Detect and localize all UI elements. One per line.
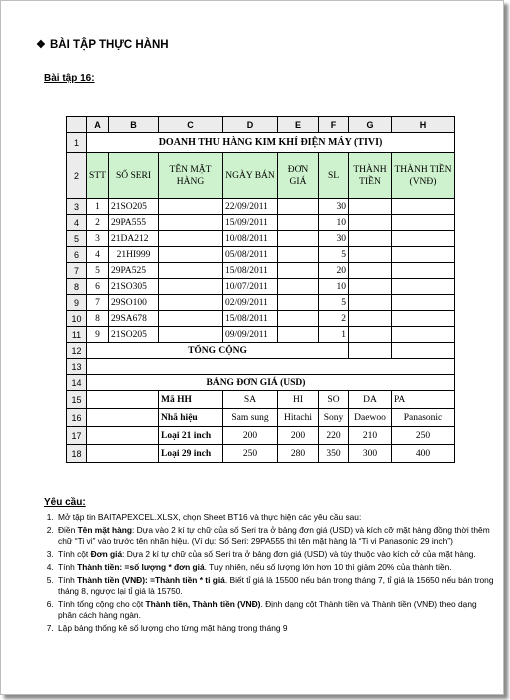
table-row	[67, 327, 455, 343]
price-29-label: Loại 29 inch	[159, 445, 223, 463]
requirement-item	[56, 525, 496, 547]
product-cell	[159, 295, 223, 311]
requirement-item	[56, 562, 496, 573]
price-cell	[278, 279, 319, 295]
product-cell	[159, 263, 223, 279]
column-header: A	[87, 117, 109, 133]
header-stt: STT	[87, 153, 109, 199]
quantity-cell: 10	[319, 215, 349, 231]
table-row	[67, 247, 455, 263]
amount-cell	[349, 327, 392, 343]
seri-cell: 29PA525	[109, 263, 159, 279]
price-brand-label: Nhã hiệu	[159, 409, 223, 427]
row-number: 7	[67, 263, 87, 279]
column-header: C	[159, 117, 223, 133]
price-code: DA	[349, 391, 392, 409]
date-cell: 22/09/2011	[223, 199, 278, 215]
price-brand: Hitachi	[278, 409, 319, 427]
price-cell	[278, 295, 319, 311]
price-brand: Daewoo	[349, 409, 392, 427]
header-amount-vnd: THÀNH TIỀN (VNĐ)	[392, 153, 455, 199]
price-code: HI	[278, 391, 319, 409]
stt-cell: 9	[87, 327, 109, 343]
amount-vnd-cell	[392, 311, 455, 327]
price-cell	[278, 311, 319, 327]
price-21-value: 250	[392, 427, 455, 445]
amount-cell	[349, 295, 392, 311]
product-cell	[159, 247, 223, 263]
product-cell	[159, 215, 223, 231]
column-header: H	[392, 117, 455, 133]
quantity-cell: 30	[319, 231, 349, 247]
seri-cell: 29PA555	[109, 215, 159, 231]
stt-cell: 5	[87, 263, 109, 279]
date-cell: 02/09/2011	[223, 295, 278, 311]
amount-cell	[349, 311, 392, 327]
spreadsheet-table	[66, 116, 455, 463]
requirement-text: Thành tiền, Thành tiền (VNĐ)	[145, 599, 261, 609]
quantity-cell: 10	[319, 279, 349, 295]
stt-cell: 8	[87, 311, 109, 327]
table-row	[67, 215, 455, 231]
header-unit-price: ĐƠN GIÁ	[278, 153, 319, 199]
requirement-text: Đơn giá	[90, 549, 123, 559]
requirement-item	[56, 512, 496, 523]
requirement-text: Lập bảng thống kê số lượng cho từng mặt hàng trong tháng 9	[58, 623, 288, 633]
amount-cell	[349, 215, 392, 231]
stt-cell: 3	[87, 231, 109, 247]
requirement-text: . Định dạng cột Thành tiền và Thành tiền (VNĐ) theo dạng phân cách hàng ngàn.	[58, 599, 477, 620]
corner-cell	[67, 117, 87, 133]
table-row	[67, 199, 455, 215]
header-quantity: SL	[319, 153, 349, 199]
price-brand: Panasonic	[392, 409, 455, 427]
header-amount: THÀNH TIỀN	[349, 153, 392, 199]
price-cell	[278, 231, 319, 247]
product-cell	[159, 199, 223, 215]
price-21-value: 200	[223, 427, 278, 445]
stt-cell: 7	[87, 295, 109, 311]
price-brand: Sam sung	[223, 409, 278, 427]
price-code: SO	[319, 391, 349, 409]
amount-cell	[349, 199, 392, 215]
column-header: D	[223, 117, 278, 133]
date-cell: 09/09/2011	[223, 327, 278, 343]
price-cell	[278, 327, 319, 343]
table-row	[67, 231, 455, 247]
table-row	[67, 279, 455, 295]
amount-vnd-cell	[392, 295, 455, 311]
seri-cell: 21SO205	[109, 327, 159, 343]
price-21-value: 210	[349, 427, 392, 445]
product-cell	[159, 327, 223, 343]
row-number: 8	[67, 279, 87, 295]
row-number: 9	[67, 295, 87, 311]
header-product-name: TÊN MẶT HÀNG	[159, 153, 223, 199]
stt-cell: 1	[87, 199, 109, 215]
amount-vnd-cell	[392, 215, 455, 231]
requirement-text: . Tuy nhiên, nếu số lượng lớn hơn 10 thì giảm 20% của thành tiền.	[204, 562, 452, 572]
column-header: E	[278, 117, 319, 133]
amount-vnd-cell	[392, 279, 455, 295]
price-29-value: 250	[223, 445, 278, 463]
price-code: SA	[223, 391, 278, 409]
requirement-text: Tính cột	[58, 549, 91, 559]
section-title: ❖ BÀI TẬP THỰC HÀNH	[36, 39, 169, 51]
date-cell: 05/08/2011	[223, 247, 278, 263]
row-number: 13	[67, 359, 87, 375]
column-header: F	[319, 117, 349, 133]
price-29-value: 280	[278, 445, 319, 463]
amount-vnd-cell	[392, 199, 455, 215]
amount-vnd-cell	[392, 263, 455, 279]
stt-cell: 4	[87, 247, 109, 263]
row-number: 11	[67, 327, 87, 343]
amount-vnd-cell	[392, 327, 455, 343]
requirement-item	[56, 599, 496, 621]
price-21-value: 200	[278, 427, 319, 445]
quantity-cell: 20	[319, 263, 349, 279]
row-number: 15	[67, 391, 87, 409]
price-21-value: 220	[319, 427, 349, 445]
row-number: 12	[67, 343, 87, 359]
amount-cell	[349, 279, 392, 295]
amount-vnd-cell	[392, 247, 455, 263]
table-row	[67, 295, 455, 311]
price-29-value: 300	[349, 445, 392, 463]
row-number: 16	[67, 409, 87, 427]
quantity-cell: 5	[319, 247, 349, 263]
seri-cell: 21DA212	[109, 231, 159, 247]
total-row	[67, 343, 455, 359]
requirement-text: . Biết tỉ giá là 15500 nếu bán trong tháng 7, tỉ giá là 15650 nếu bán trong tháng 8, ngược lại tỉ giá là 15750.	[58, 575, 494, 596]
date-cell: 10/07/2011	[223, 279, 278, 295]
row-number: 5	[67, 231, 87, 247]
requirement-text: Điền	[58, 525, 78, 535]
amount-cell	[349, 231, 392, 247]
exercise-title: Bài tập 16:	[44, 73, 95, 84]
date-cell: 15/09/2011	[223, 215, 278, 231]
requirement-item	[56, 549, 496, 560]
quantity-cell: 30	[319, 199, 349, 215]
requirements-title: Yêu cầu:	[44, 497, 86, 508]
requirement-text: Tính	[58, 562, 78, 572]
price-code-label: Mã HH	[159, 391, 223, 409]
price-cell	[278, 215, 319, 231]
price-29-value: 350	[319, 445, 349, 463]
requirement-item	[56, 623, 496, 634]
total-amount-cell	[349, 343, 392, 359]
price-brand: Sony	[319, 409, 349, 427]
price-29-value: 400	[392, 445, 455, 463]
quantity-cell: 1	[319, 327, 349, 343]
column-header: B	[109, 117, 159, 133]
amount-vnd-cell	[392, 231, 455, 247]
seri-cell: 21SO305	[109, 279, 159, 295]
stt-cell: 6	[87, 279, 109, 295]
quantity-cell: 2	[319, 311, 349, 327]
row-number: 18	[67, 445, 87, 463]
quantity-cell: 5	[319, 295, 349, 311]
total-label: TỔNG CỘNG	[87, 343, 349, 359]
table-row	[67, 263, 455, 279]
price-cell	[278, 199, 319, 215]
requirement-text: : Dựa vào 2 kí tự chữ của số Seri tra ở bảng đơn giá (USD) và kích cỡ mặt hàng đồng thời thêm chữ “Ti vi” vào trước tên nhãn hiệu. (Ví dụ: Số Seri: 29PA555 thì tên mặt hàng là “Ti vi Panasonic 29 inch”)	[58, 525, 490, 546]
requirement-text: Thành tiền (VNĐ): =Thành tiền * tỉ giá	[77, 575, 225, 585]
empty-row	[87, 359, 455, 375]
seri-cell: 29SO100	[109, 295, 159, 311]
stt-cell: 2	[87, 215, 109, 231]
price-cell	[278, 263, 319, 279]
price-cell	[278, 247, 319, 263]
column-header: G	[349, 117, 392, 133]
product-cell	[159, 231, 223, 247]
row-number: 4	[67, 215, 87, 231]
requirement-text: Mở tập tin BAITAPEXCEL.XLSX, chọn Sheet BT16 và thực hiện các yêu cầu sau:	[58, 512, 362, 522]
row-number: 1	[67, 133, 87, 153]
requirement-item	[56, 575, 496, 597]
requirements-list	[40, 512, 496, 636]
product-cell	[159, 279, 223, 295]
seri-cell: 29SA678	[109, 311, 159, 327]
requirement-text: : Dựa 2 kí tự chữ của số Seri tra ở bảng đơn giá (USD) và tùy thuộc vào kích cở của mặt hàng.	[122, 549, 476, 559]
requirement-text: Tên mặt hàng	[77, 525, 133, 535]
row-number: 2	[67, 153, 87, 199]
row-number: 10	[67, 311, 87, 327]
diamond-bullet-icon: ❖	[36, 39, 46, 51]
row-number: 14	[67, 375, 87, 391]
amount-cell	[349, 247, 392, 263]
date-cell: 10/08/2011	[223, 231, 278, 247]
price-table-title: BẢNG ĐƠN GIÁ (USD)	[159, 375, 455, 391]
table-row	[67, 311, 455, 327]
price-21-label: Loại 21 inch	[159, 427, 223, 445]
product-cell	[159, 311, 223, 327]
row-number: 3	[67, 199, 87, 215]
row-number: 17	[67, 427, 87, 445]
seri-cell: 21HI999	[109, 247, 159, 263]
header-sale-date: NGÀY BÁN	[223, 153, 278, 199]
amount-cell	[349, 263, 392, 279]
column-header-row	[67, 117, 455, 133]
header-seri: SỐ SERI	[109, 153, 159, 199]
price-code: PA	[392, 391, 455, 409]
date-cell: 15/08/2011	[223, 311, 278, 327]
requirement-text: Thành tiền: =số lượng * đơn giá	[77, 562, 205, 572]
sheet-title: DOANH THU HÀNG KIM KHÍ ĐIỆN MÁY (TIVI)	[87, 133, 455, 153]
total-amount-vnd-cell	[392, 343, 455, 359]
row-number: 6	[67, 247, 87, 263]
requirement-text: Tính tổng cộng cho cột	[58, 599, 146, 609]
requirement-text: Tính	[58, 575, 78, 585]
seri-cell: 21SO205	[109, 199, 159, 215]
date-cell: 15/08/2011	[223, 263, 278, 279]
